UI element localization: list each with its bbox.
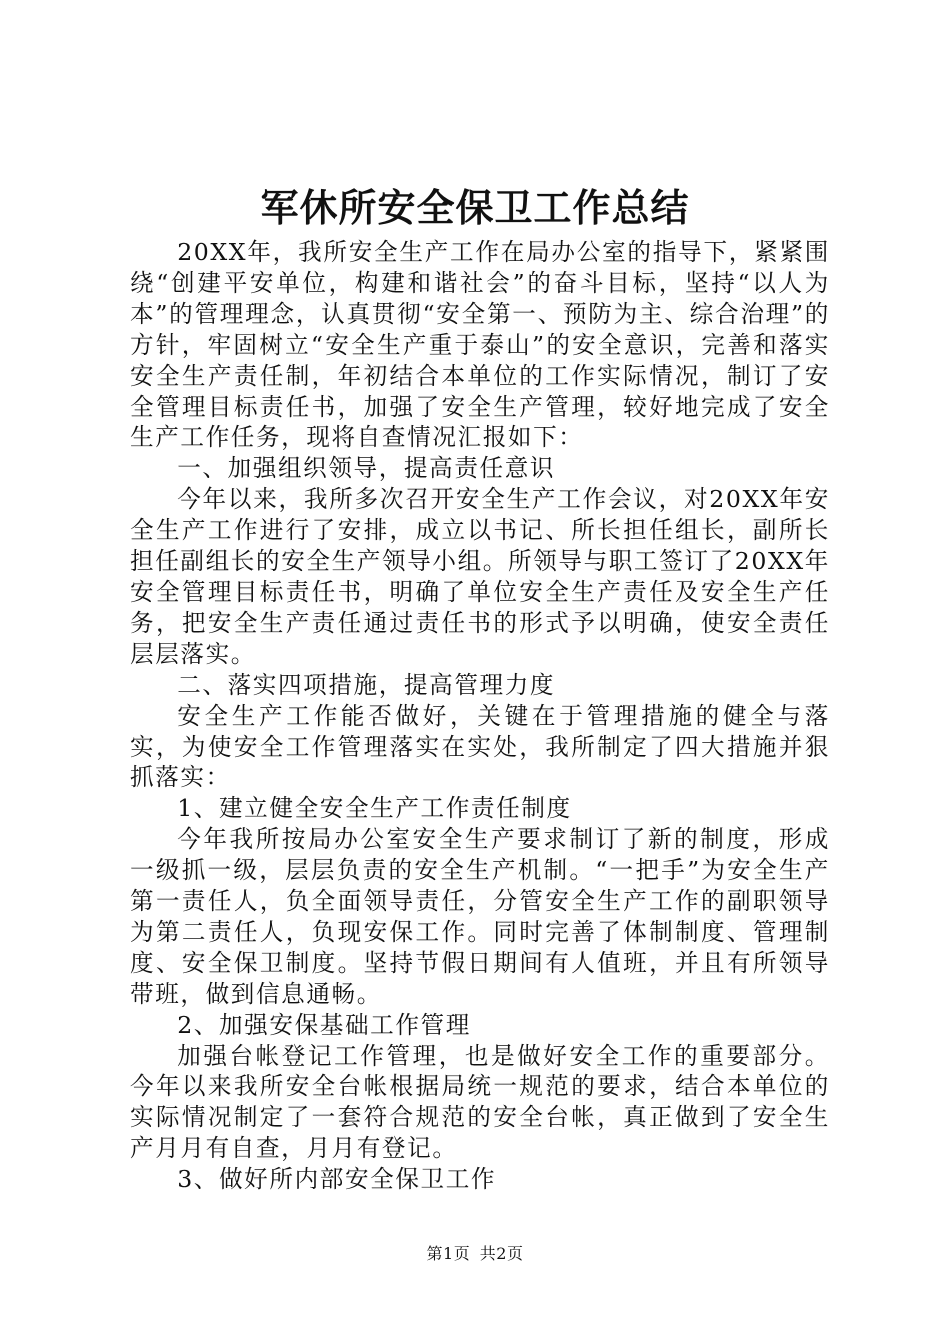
section-heading-2: 二、落实四项措施，提高管理力度 — [177, 670, 556, 699]
section-heading-1: 一、加强组织领导，提高责任意识 — [177, 454, 556, 483]
page-footer — [0, 1244, 950, 1264]
paragraph-subsection-2: 加强台帐登记工作管理，也是做好安全工作的重要部分。今年以来我所安全台帐根据局统一规范的要求，结合本单位的实际情况制定了一套符合规范的安全台帐，真正做到了安全生产月月有自查，月月有登记。 — [130, 1041, 830, 1163]
subsection-heading-3: 3、做好所内部安全保卫工作 — [177, 1165, 497, 1194]
subsection-heading-1: 1、建立健全安全生产工作责任制度 — [177, 794, 572, 823]
document-body — [130, 237, 830, 1195]
paragraph-intro: 20XX年，我所安全生产工作在局办公室的指导下，紧紧围绕“创建平安单位，构建和谐社会”的奋斗目标，坚持“以人为本”的管理理念，认真贯彻“安全第一、预防为主、综合治理”的方针，牢固树立“安全生产重于泰山”的安全意识，完善和落实安全生产责任制，年初结合本单位的工作实际情况，制订了安全管理目标责任书，加强了安全生产管理，较好地完成了安全生产工作任务，现将自查情况汇报如下： — [130, 238, 830, 452]
paragraph-section-2: 安全生产工作能否做好，关键在于管理措施的健全与落实，为使安全工作管理落实在实处，我所制定了四大措施并狠抓落实： — [130, 701, 830, 792]
paragraph-subsection-1: 今年我所按局办公室安全生产要求制订了新的制度，形成一级抓一级，层层负责的安全生产机制。“一把手”为安全生产第一责任人，负全面领导责任，分管安全生产工作的副职领导为第二责任人，负现安保工作。同时完善了体制制度、管理制度、安全保卫制度。坚持节假日期间有人值班，并且有所领导带班，做到信息通畅。 — [130, 825, 830, 1008]
document-title: 军休所安全保卫工作总结 — [260, 186, 690, 230]
page-number: 第1页 — [426, 1244, 471, 1263]
page-total: 共2页 — [479, 1244, 524, 1263]
paragraph-section-1: 今年以来，我所多次召开安全生产工作会议，对20XX年安全生产工作进行了安排，成立以书记、所长担任组长，副所长担任副组长的安全生产领导小组。所领导与职工签订了20XX年安全管理目标责任书，明确了单位安全生产责任及安全生产任务，把安全生产责任通过责任书的形式予以明确，使安全责任层层落实。 — [130, 485, 830, 668]
subsection-heading-2: 2、加强安保基础工作管理 — [177, 1010, 471, 1039]
